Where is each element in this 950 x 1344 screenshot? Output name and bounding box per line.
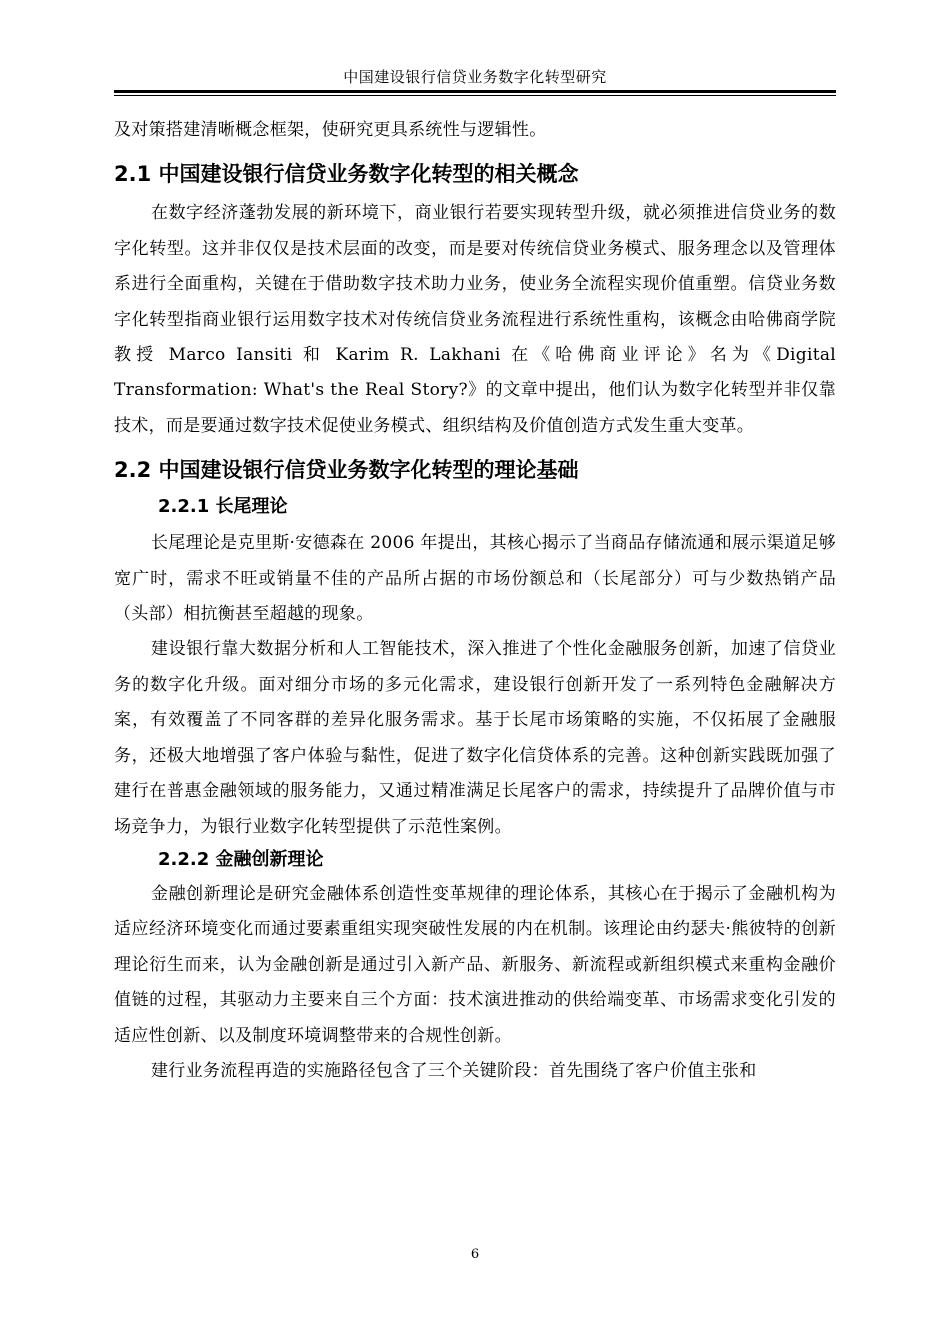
section-2-2-2-heading: 2.2.2 金融创新理论 [158,848,324,870]
running-header: 中国建设银行信贷业务数字化转型研究 [343,68,607,86]
page-number: 6 [470,1247,480,1262]
section-2-1-paragraph: 在数字经济蓬勃发展的新环境下，商业银行若要实现转型升级，就必须推进信贷业务的数字化转型。这并非仅仅是技术层面的改变，而是要对传统信贷业务模式、服务理念以及管理体系进行全面重构，关键在于借助数字技术助力业务，使业务全流程实现价值重塑。信贷业务数字化转型指商业银行运用数字技术对传统信贷业务流程进行系统性重构，该概念由哈佛商学院教授 Marco Iansiti 和 Karim R. Lakhani 在《哈佛商业评论》名为《Digital Transformation: What's the Real Story?》的文章中提出，他们认为数字化转型并非仅靠技术，而是要通过数字技术促使业务模式、组织结构及价值创造方式发生重大变革。 [114,203,836,436]
page-body [114,113,836,1089]
section-2-2-1-heading: 2.2.1 长尾理论 [158,496,288,518]
header-rule-thick [114,90,836,93]
section-2-1-heading: 2.1 中国建设银行信贷业务数字化转型的相关概念 [114,162,579,187]
section-2-2-heading: 2.2 中国建设银行信贷业务数字化转型的理论基础 [114,458,579,483]
intro-paragraph: 及对策搭建清晰概念框架，使研究更具系统性与逻辑性。 [114,120,547,140]
section-2-2-1-paragraph-1: 长尾理论是克里斯·安德森在 2006 年提出，其核心揭示了当商品存储流通和展示渠道足够宽广时，需求不旺或销量不佳的产品所占据的市场份额总和（长尾部分）可与少数热销产品（头部）相抗衡甚至超越的现象。 [114,533,836,625]
header-rule-thin [114,95,836,96]
section-2-2-1-paragraph-2: 建设银行靠大数据分析和人工智能技术，深入推进了个性化金融服务创新，加速了信贷业务的数字化升级。面对细分市场的多元化需求，建设银行创新开发了一系列特色金融解决方案，有效覆盖了不同客群的差异化服务需求。基于长尾市场策略的实施，不仅拓展了金融服务，还极大地增强了客户体验与黏性，促进了数字化信贷体系的完善。这种创新实践既加强了建行在普惠金融领域的服务能力，又通过精准满足长尾客户的需求，持续提升了品牌价值与市场竞争力，为银行业数字化转型提供了示范性案例。 [114,639,836,837]
section-2-2-2-paragraph-1: 金融创新理论是研究金融体系创造性变革规律的理论体系，其核心在于揭示了金融机构为适应经济环境变化而通过要素重组实现突破性发展的内在机制。该理论由约瑟夫·熊彼特的创新理论衍生而来，认为金融创新是通过引入新产品、新服务、新流程或新组织模式来重构金融价值链的过程，其驱动力主要来自三个方面：技术演进推动的供给端变革、市场需求变化引发的适应性创新、以及制度环境调整带来的合规性创新。 [114,883,836,1046]
section-2-2-2-paragraph-2: 建行业务流程再造的实施路径包含了三个关键阶段：首先围绕了客户价值主张和 [151,1060,757,1081]
